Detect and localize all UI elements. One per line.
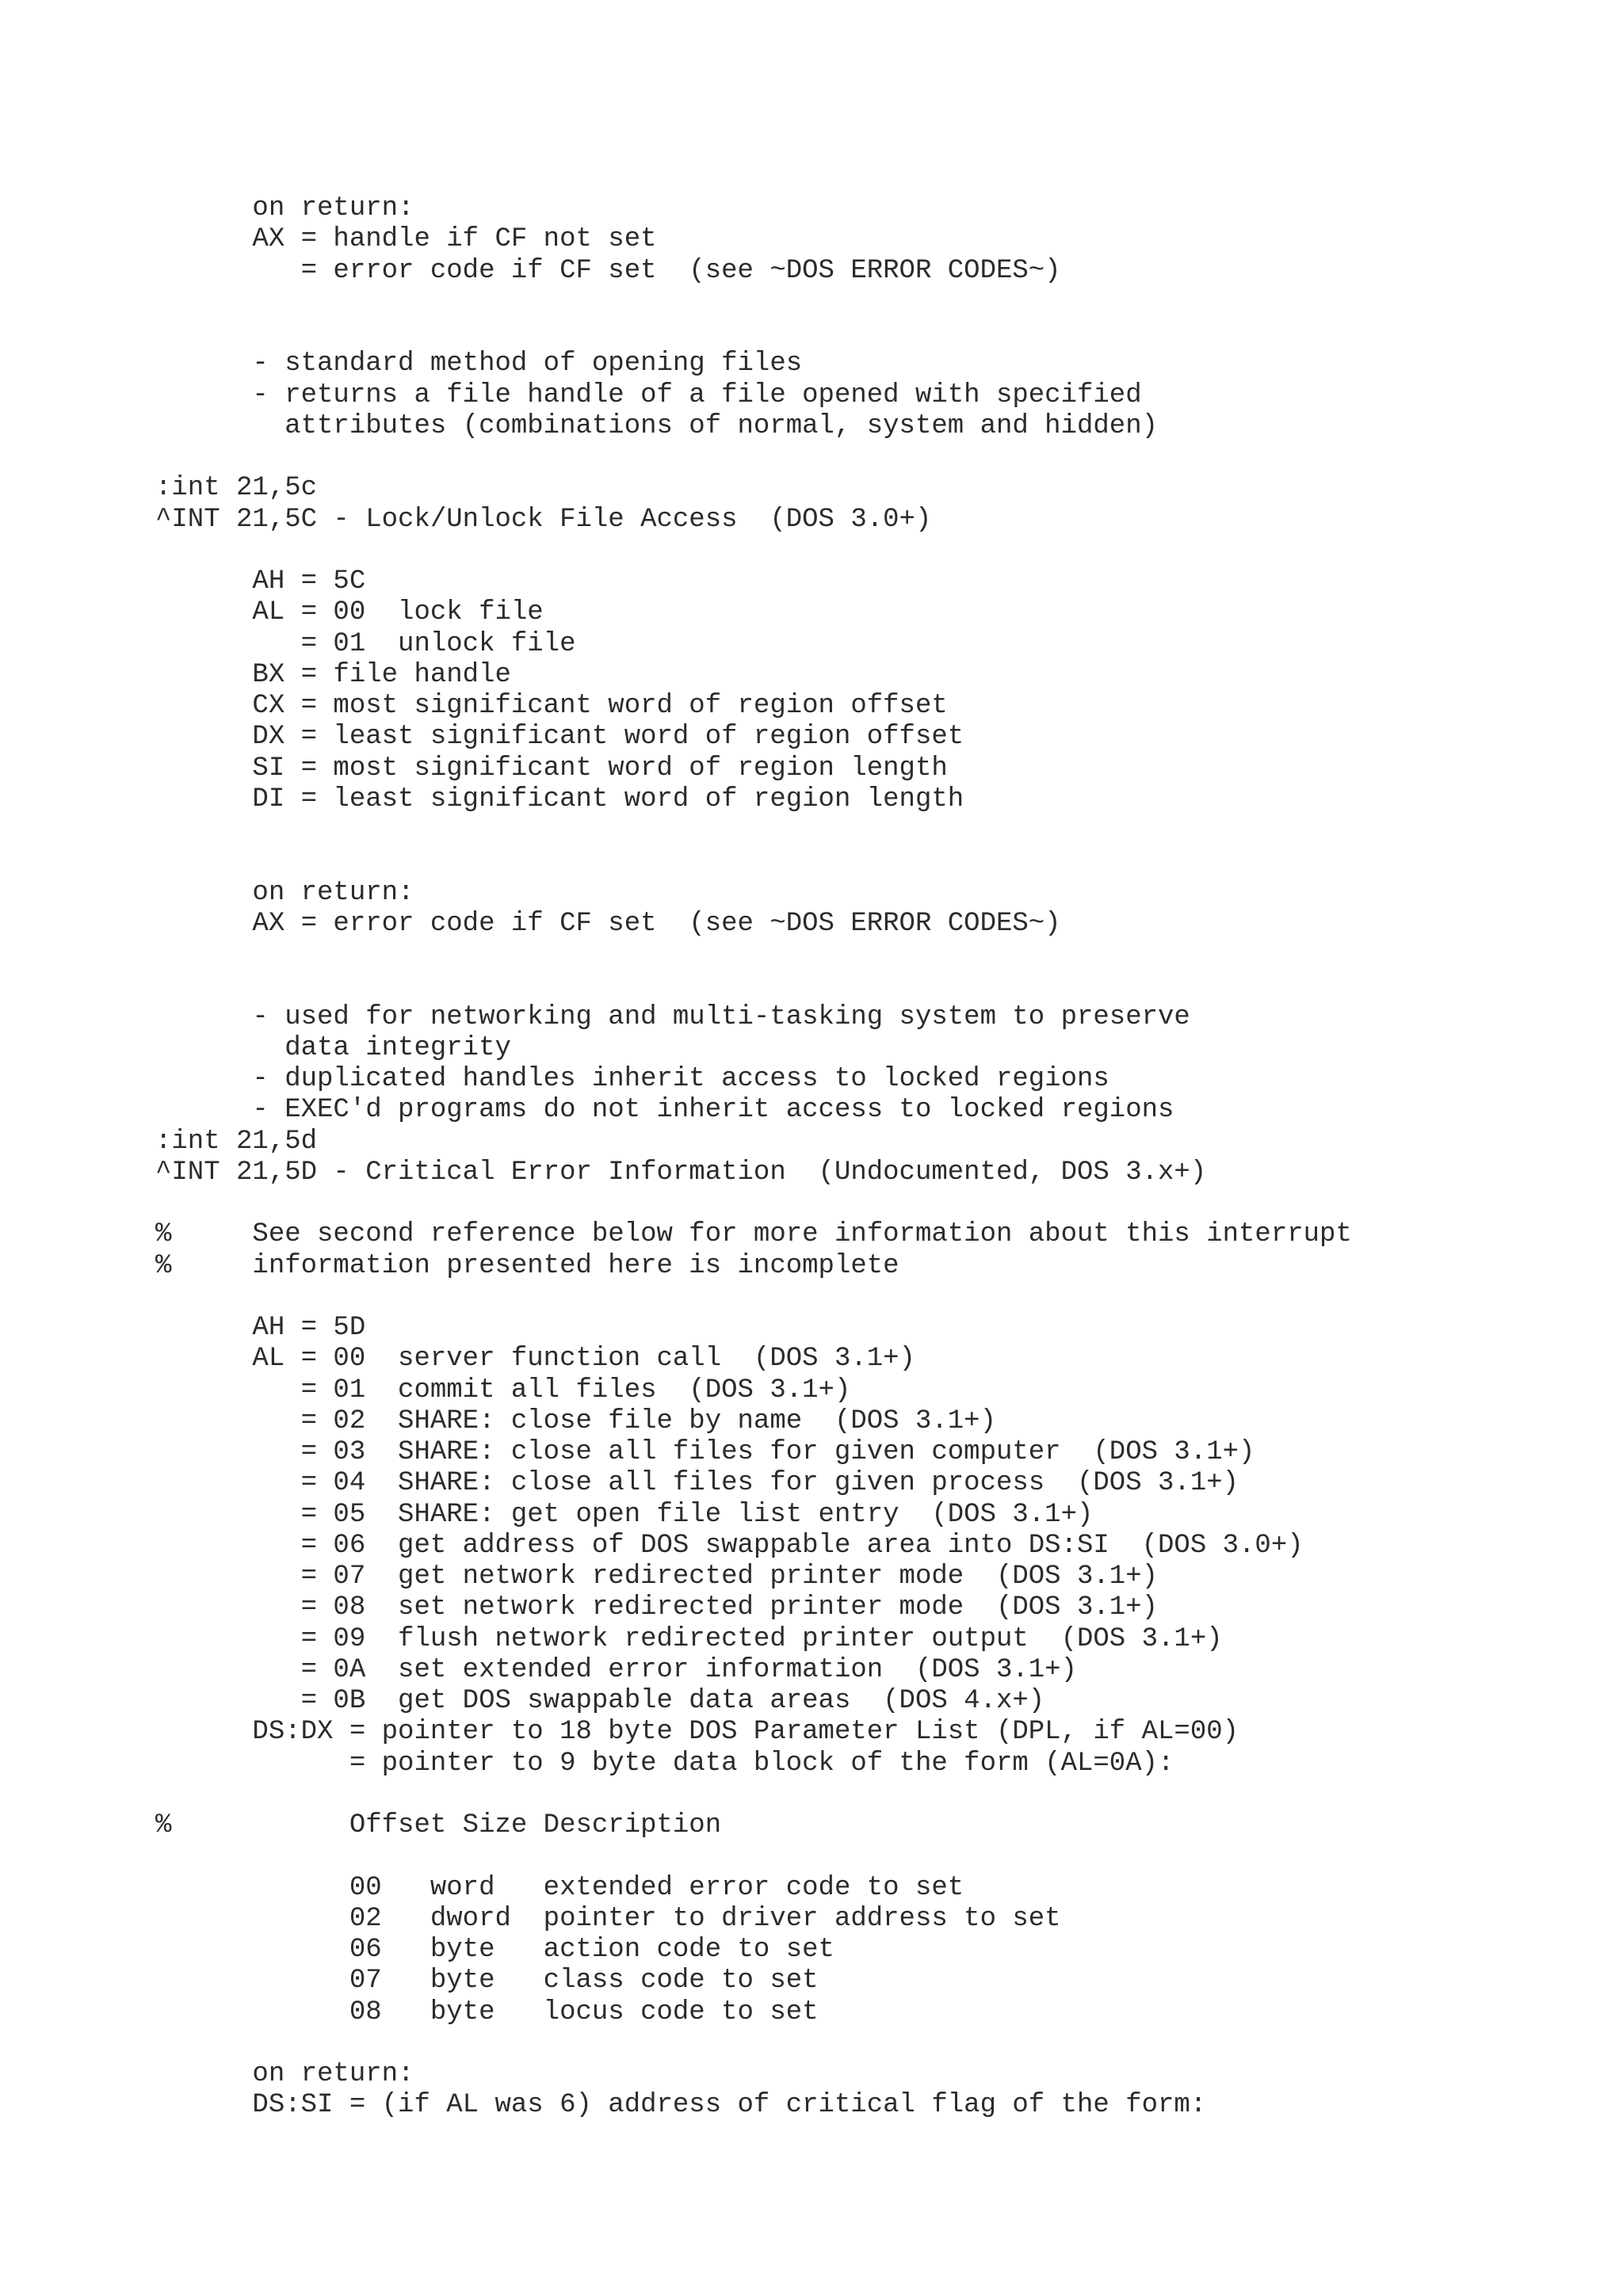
text-line [155,1779,1352,1810]
text-line: data integrity [155,1032,511,1063]
text-line [155,1841,1352,1872]
text-line: AL = 00 server function call (DOS 3.1+) [155,1344,915,1375]
text-line: on return: [155,2059,414,2089]
text-line: = 09 flush network redirected printer output (DOS 3.1+) [155,1623,1223,1654]
text-line: = 0B get DOS swappable data areas (DOS 4.x+) [155,1686,1045,1716]
text-line: = 01 unlock file [155,628,576,659]
text-line: AH = 5C [155,566,366,597]
text-line: - used for networking and multi-tasking system to preserve [155,1001,1190,1032]
text-line [155,536,1352,566]
text-line: = 06 get address of DOS swappable area into DS:SI (DOS 3.0+) [155,1530,1304,1561]
text-line: SI = most significant word of region length [155,753,948,784]
text-line: DS:SI = (if AL was 6) address of critical flag of the form: [155,2090,1207,2121]
text-line: - standard method of opening files [155,349,803,379]
text-line: % information presented here is incomplete [155,1250,899,1281]
text-line: DI = least significant word of region length [155,784,964,814]
text-line: ^INT 21,5C - Lock/Unlock File Access (DOS 3.0+) [155,504,932,535]
document-text [155,193,1352,2122]
text-line: :int 21,5c [155,473,318,504]
text-line: = error code if CF set (see ~DOS ERROR CODES~) [155,255,1061,286]
text-line: 08 byte locus code to set [155,1997,819,2027]
text-line [155,815,1352,846]
text-line: = 01 commit all files (DOS 3.1+) [155,1375,851,1405]
text-line: = pointer to 9 byte data block of the form (AL=0A): [155,1748,1174,1779]
text-line [155,318,1352,349]
text-line: - EXEC'd programs do not inherit access to locked regions [155,1095,1174,1126]
text-line: 00 word extended error code to set [155,1872,964,1903]
text-line [155,846,1352,877]
text-line: 06 byte action code to set [155,1935,834,1965]
text-line [155,1188,1352,1219]
text-line: % See second reference below for more information about this interrupt [155,1219,1352,1250]
text-line: ^INT 21,5D - Critical Error Information (Undocumented, DOS 3.x+) [155,1157,1207,1188]
text-line: attributes (combinations of normal, system and hidden) [155,410,1159,441]
text-line: on return: [155,193,414,223]
text-line [155,971,1352,1001]
text-line: = 08 set network redirected printer mode (DOS 3.1+) [155,1592,1159,1623]
text-line: AX = error code if CF set (see ~DOS ERROR CODES~) [155,908,1061,939]
text-line [155,940,1352,971]
text-line: = 04 SHARE: close all files for given process (DOS 3.1+) [155,1468,1239,1499]
text-line: AH = 5D [155,1313,366,1343]
text-line: 02 dword pointer to driver address to set [155,1903,1061,1934]
text-line [155,442,1352,473]
text-line: :int 21,5d [155,1126,318,1157]
text-line: AX = handle if CF not set [155,224,657,255]
text-line: DX = least significant word of region offset [155,722,964,753]
text-line: = 07 get network redirected printer mode (DOS 3.1+) [155,1562,1159,1592]
text-line: - duplicated handles inherit access to locked regions [155,1064,1109,1094]
text-line: = 02 SHARE: close file by name (DOS 3.1+) [155,1405,996,1436]
text-line: % Offset Size Description [155,1810,722,1840]
text-line: 07 byte class code to set [155,1966,819,1997]
text-line [155,287,1352,318]
text-line [155,1282,1352,1313]
text-line [155,2028,1352,2059]
text-line: AL = 00 lock file [155,597,544,628]
text-line: BX = file handle [155,659,511,690]
text-line: on return: [155,877,414,908]
text-line: - returns a file handle of a file opened with specified [155,379,1142,410]
text-line: DS:DX = pointer to 18 byte DOS Parameter List (DPL, if AL=00) [155,1717,1239,1748]
text-line: = 0A set extended error information (DOS 3.1+) [155,1654,1077,1685]
text-line: CX = most significant word of region offset [155,691,948,721]
text-line: = 03 SHARE: close all files for given computer (DOS 3.1+) [155,1437,1255,1467]
text-line: = 05 SHARE: get open file list entry (DOS 3.1+) [155,1499,1094,1530]
